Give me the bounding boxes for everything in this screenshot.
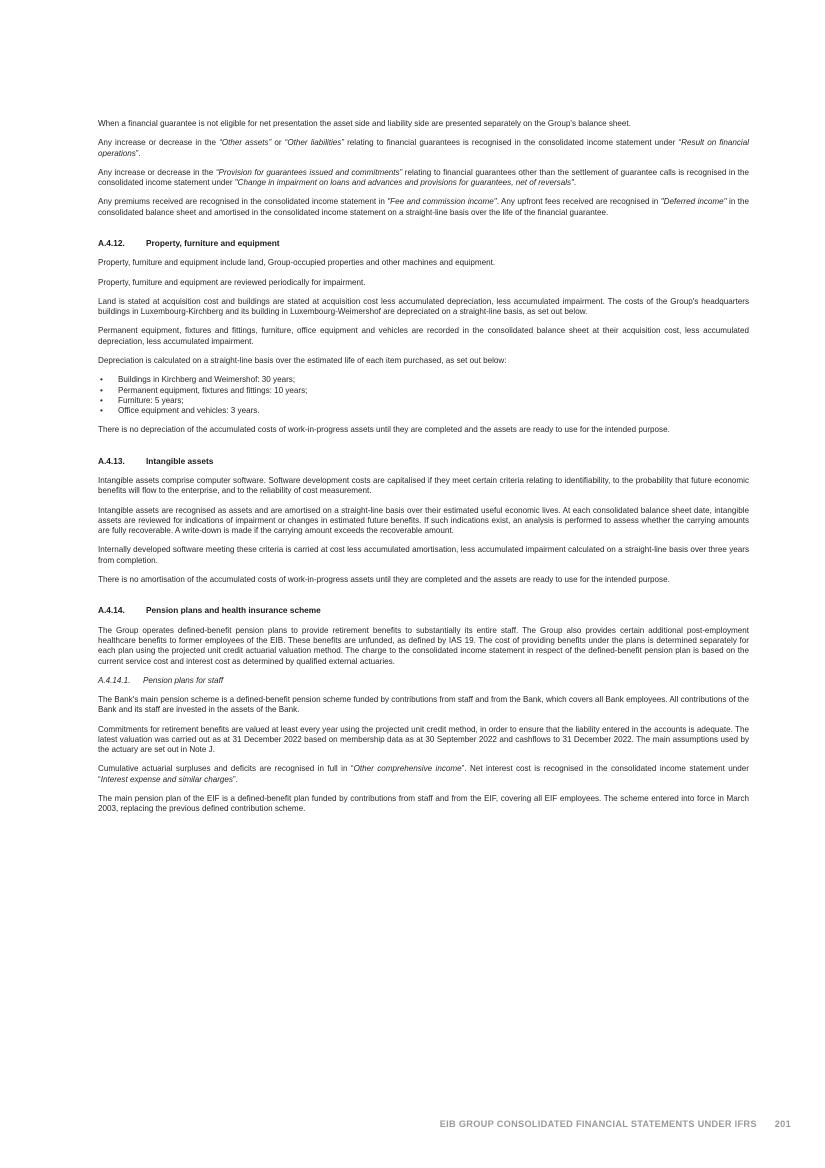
page-footer — [440, 1119, 791, 1129]
page-number: 201 — [774, 1119, 791, 1129]
list-item: • Furniture: 5 years; — [100, 395, 184, 405]
bullet-icon: • — [100, 375, 103, 385]
bullet-icon: • — [100, 385, 103, 395]
paragraph: Commitments for retirement benefits are valued at least every year using the projected unit credit method, in order to ensure that the liability entered in the accounts is adequate. The latest valuation was carried out as at 31 December 2022 based on membership data as at 30 September 2022 and cashflows to 31 December 2022. The main assumptions used by the actuary are set out in Note J. — [98, 724, 749, 755]
bullet-icon: • — [100, 395, 103, 405]
paragraph-provision-guarantees: Any increase or decrease in the “Provision for guarantees issued and commitments” relating to financial guarantees other than the settlement of guarantee calls is recognised in the consolidated income statement under "Change in impairment on loans and advances and provisions for guarantees, net of reversals". — [98, 167, 750, 188]
paragraph: Property, furniture and equipment include land, Group-occupied properties and other machines and equipment. — [98, 258, 496, 268]
subsection-heading-a-4-14-1: A.4.14.1. Pension plans for staff — [98, 675, 224, 685]
section-heading-a-4-12: A.4.12. Property, furniture and equipment — [98, 237, 280, 248]
paragraph: There is no amortisation of the accumulated costs of work-in-progress assets until they are completed and the assets are ready to use for the intended purpose. — [98, 574, 670, 584]
list-item: • Office equipment and vehicles: 3 years. — [100, 406, 260, 416]
list-item: • Buildings in Kirchberg and Weimershof: 30 years; — [100, 375, 296, 385]
paragraph: Depreciation is calculated on a straight-line basis over the estimated life of each item purchased, as set out below: — [98, 355, 507, 365]
depreciation-list — [98, 375, 749, 416]
paragraph: Permanent equipment, fixtures and fittings, furniture, office equipment and vehicles are recorded in the consolidated balance sheet at their acquisition cost, less accumulated depreciation, less accumulated impairment. — [98, 326, 749, 346]
section-heading-a-4-14: A.4.14. Pension plans and health insurance scheme — [98, 605, 321, 616]
paragraph: Intangible assets are recognised as assets and are amortised on a straight-line basis over their estimated useful economic lives. At each consolidated balance sheet date, intangible assets are reviewed for indications of impairment or changes in estimated future benefits. If such indications exist, an analysis is performed to assess whether the carrying amounts are fully recoverable. A write-down is made if the carrying amount exceeds the recoverable amount. — [98, 505, 749, 536]
paragraph: There is no depreciation of the accumulated costs of work-in-progress assets until they are completed and the assets are ready to use for the intended purpose. — [98, 425, 670, 435]
paragraph: The Group operates defined-benefit pension plans to provide retirement benefits to substantially its entire staff. The Group also provides certain additional post-employment healthcare benefits to former employees of the EIB. These benefits are unfunded, as defined by IAS 19. The cost of providing benefits under the plans is determined separately for each plan using the projected unit credit actuarial valuation method. The charge to the consolidated income statement in respect of the defined-benefit pension plan is based on the current service cost and interest cost as determined by qualified external actuaries. — [98, 625, 749, 666]
paragraph: Internally developed software meeting these criteria is carried at cost less accumulated amortisation, less accumulated impairment calculated on a straight-line basis over three years from completion. — [98, 545, 749, 565]
paragraph-other-assets-liabilities: Any increase or decrease in the “Other assets” or “Other liabilities” relating to financial guarantees is recognised in the consolidated income statement under “Result on financial operations”. — [98, 138, 749, 158]
paragraph: Land is stated at acquisition cost and buildings are stated at acquisition cost less accumulated depreciation, less accumulated impairment. The costs of the Group's headquarters buildings in Luxembourg-Kirchberg and its building in Luxembourg-Weimershof are depreciated on a straight-line basis, as set out below. — [98, 296, 749, 317]
document-body — [98, 119, 749, 823]
section-heading-a-4-13: A.4.13. Intangible assets — [98, 455, 214, 466]
paragraph: The main pension plan of the EIF is a defined-benefit plan funded by contributions from staff and from the EIF, covering all EIF employees. The scheme entered into force in March 2003, replacing the previous defined contribution scheme. — [98, 793, 749, 814]
footer-title: EIB GROUP CONSOLIDATED FINANCIAL STATEMENTS UNDER IFRS — [439, 1119, 757, 1129]
paragraph: Intangible assets comprise computer software. Software development costs are capitalised if they meet certain criteria relating to identifiability, to the probability that future economic benefits will flow to the enterprise, and to the reliability of cost measurement. — [98, 476, 749, 496]
paragraph-actuarial: Cumulative actuarial surpluses and deficits are recognised in full in “Other comprehensive income”. Net interest cost is recognised in the consolidated income statement under “Interest expense and similar charges”. — [98, 764, 750, 784]
paragraph-net-presentation: When a financial guarantee is not eligible for net presentation the asset side and liability side are presented separately on the Group's balance sheet. — [98, 119, 631, 128]
bullet-icon: • — [100, 406, 103, 416]
list-item: • Permanent equipment, fixtures and fittings: 10 years; — [100, 385, 308, 395]
paragraph: The Bank's main pension scheme is a defined-benefit pension scheme funded by contributions from staff and from the Bank, which covers all Bank employees. All contributions of the Bank and its staff are invested in the assets of the Bank. — [98, 695, 749, 715]
paragraph: Property, furniture and equipment are reviewed periodically for impairment. — [98, 277, 366, 287]
paragraph-premiums: Any premiums received are recognised in the consolidated income statement in "Fee and commission income". Any upfront fees received are recognised in "Deferred income" in the consolidated balance sheet and amortised in the consolidated income statement on a straight-line basis over the life of the financial guarantee. — [98, 197, 750, 217]
